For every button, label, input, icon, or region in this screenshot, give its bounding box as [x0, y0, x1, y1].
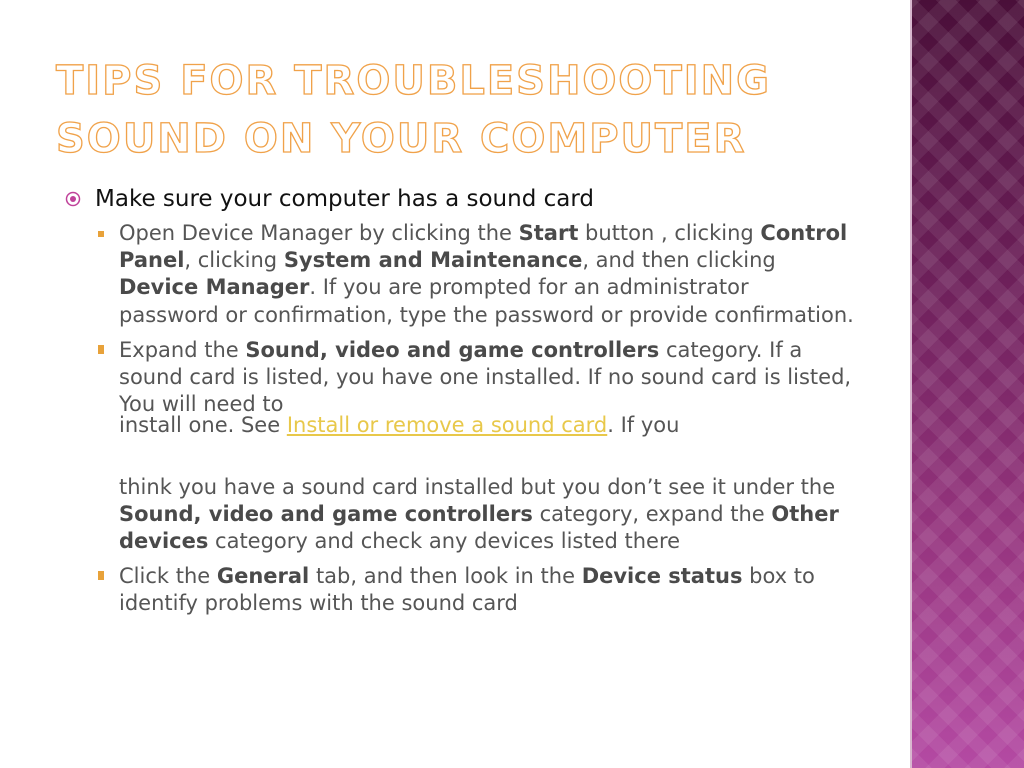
- sub-bullet-text-1: Open Device Manager by clicking the Start button , clicking Control Panel, clicking System and Maintenance, and then clicking Device Manager. If you are prompted for an administrator password or confirmation, type the password or provide confirmation.: [119, 221, 854, 327]
- sub-bullet-text-2: [119, 337, 854, 555]
- square-bullet-icon: [98, 231, 104, 237]
- sub-bullet-item-3: [98, 563, 860, 617]
- slide-content: [60, 180, 860, 618]
- level1-bullet-item: [60, 180, 860, 218]
- sub-bullet-2-part-2: install one. See Install or remove a sound card. If you: [119, 413, 680, 438]
- sub-bullet-item-2: [98, 337, 860, 555]
- sub-bullet-item-1: [98, 220, 860, 329]
- title-line-2: SOUND ON YOUR COMPUTER: [56, 116, 747, 162]
- install-sound-card-link[interactable]: Install or remove a sound card: [286, 413, 608, 438]
- side-panel-decoration: [912, 0, 1024, 768]
- slide-title: [56, 52, 876, 168]
- square-bullet-icon: [98, 571, 104, 580]
- title-line-1: TIPS FOR TROUBLESHOOTING: [56, 58, 771, 104]
- level1-bullet-text: Make sure your computer has a sound card: [95, 186, 595, 212]
- sub-bullet-text-3: Click the General tab, and then look in the Device status box to identify problems with the sound card: [119, 564, 815, 616]
- sub-bullet-2-part-1: Expand the Sound, video and game controllers category. If a sound card is listed, you have one installed. If no sound card is listed, You will need to: [119, 337, 852, 417]
- sub-bullet-2-part-3: think you have a sound card installed but you don’t see it under the Sound, video and game controllers category, expand the Other devices category and check any devices listed there: [119, 474, 839, 554]
- square-bullet-icon: [98, 345, 104, 354]
- radio-circle-icon: [65, 191, 81, 207]
